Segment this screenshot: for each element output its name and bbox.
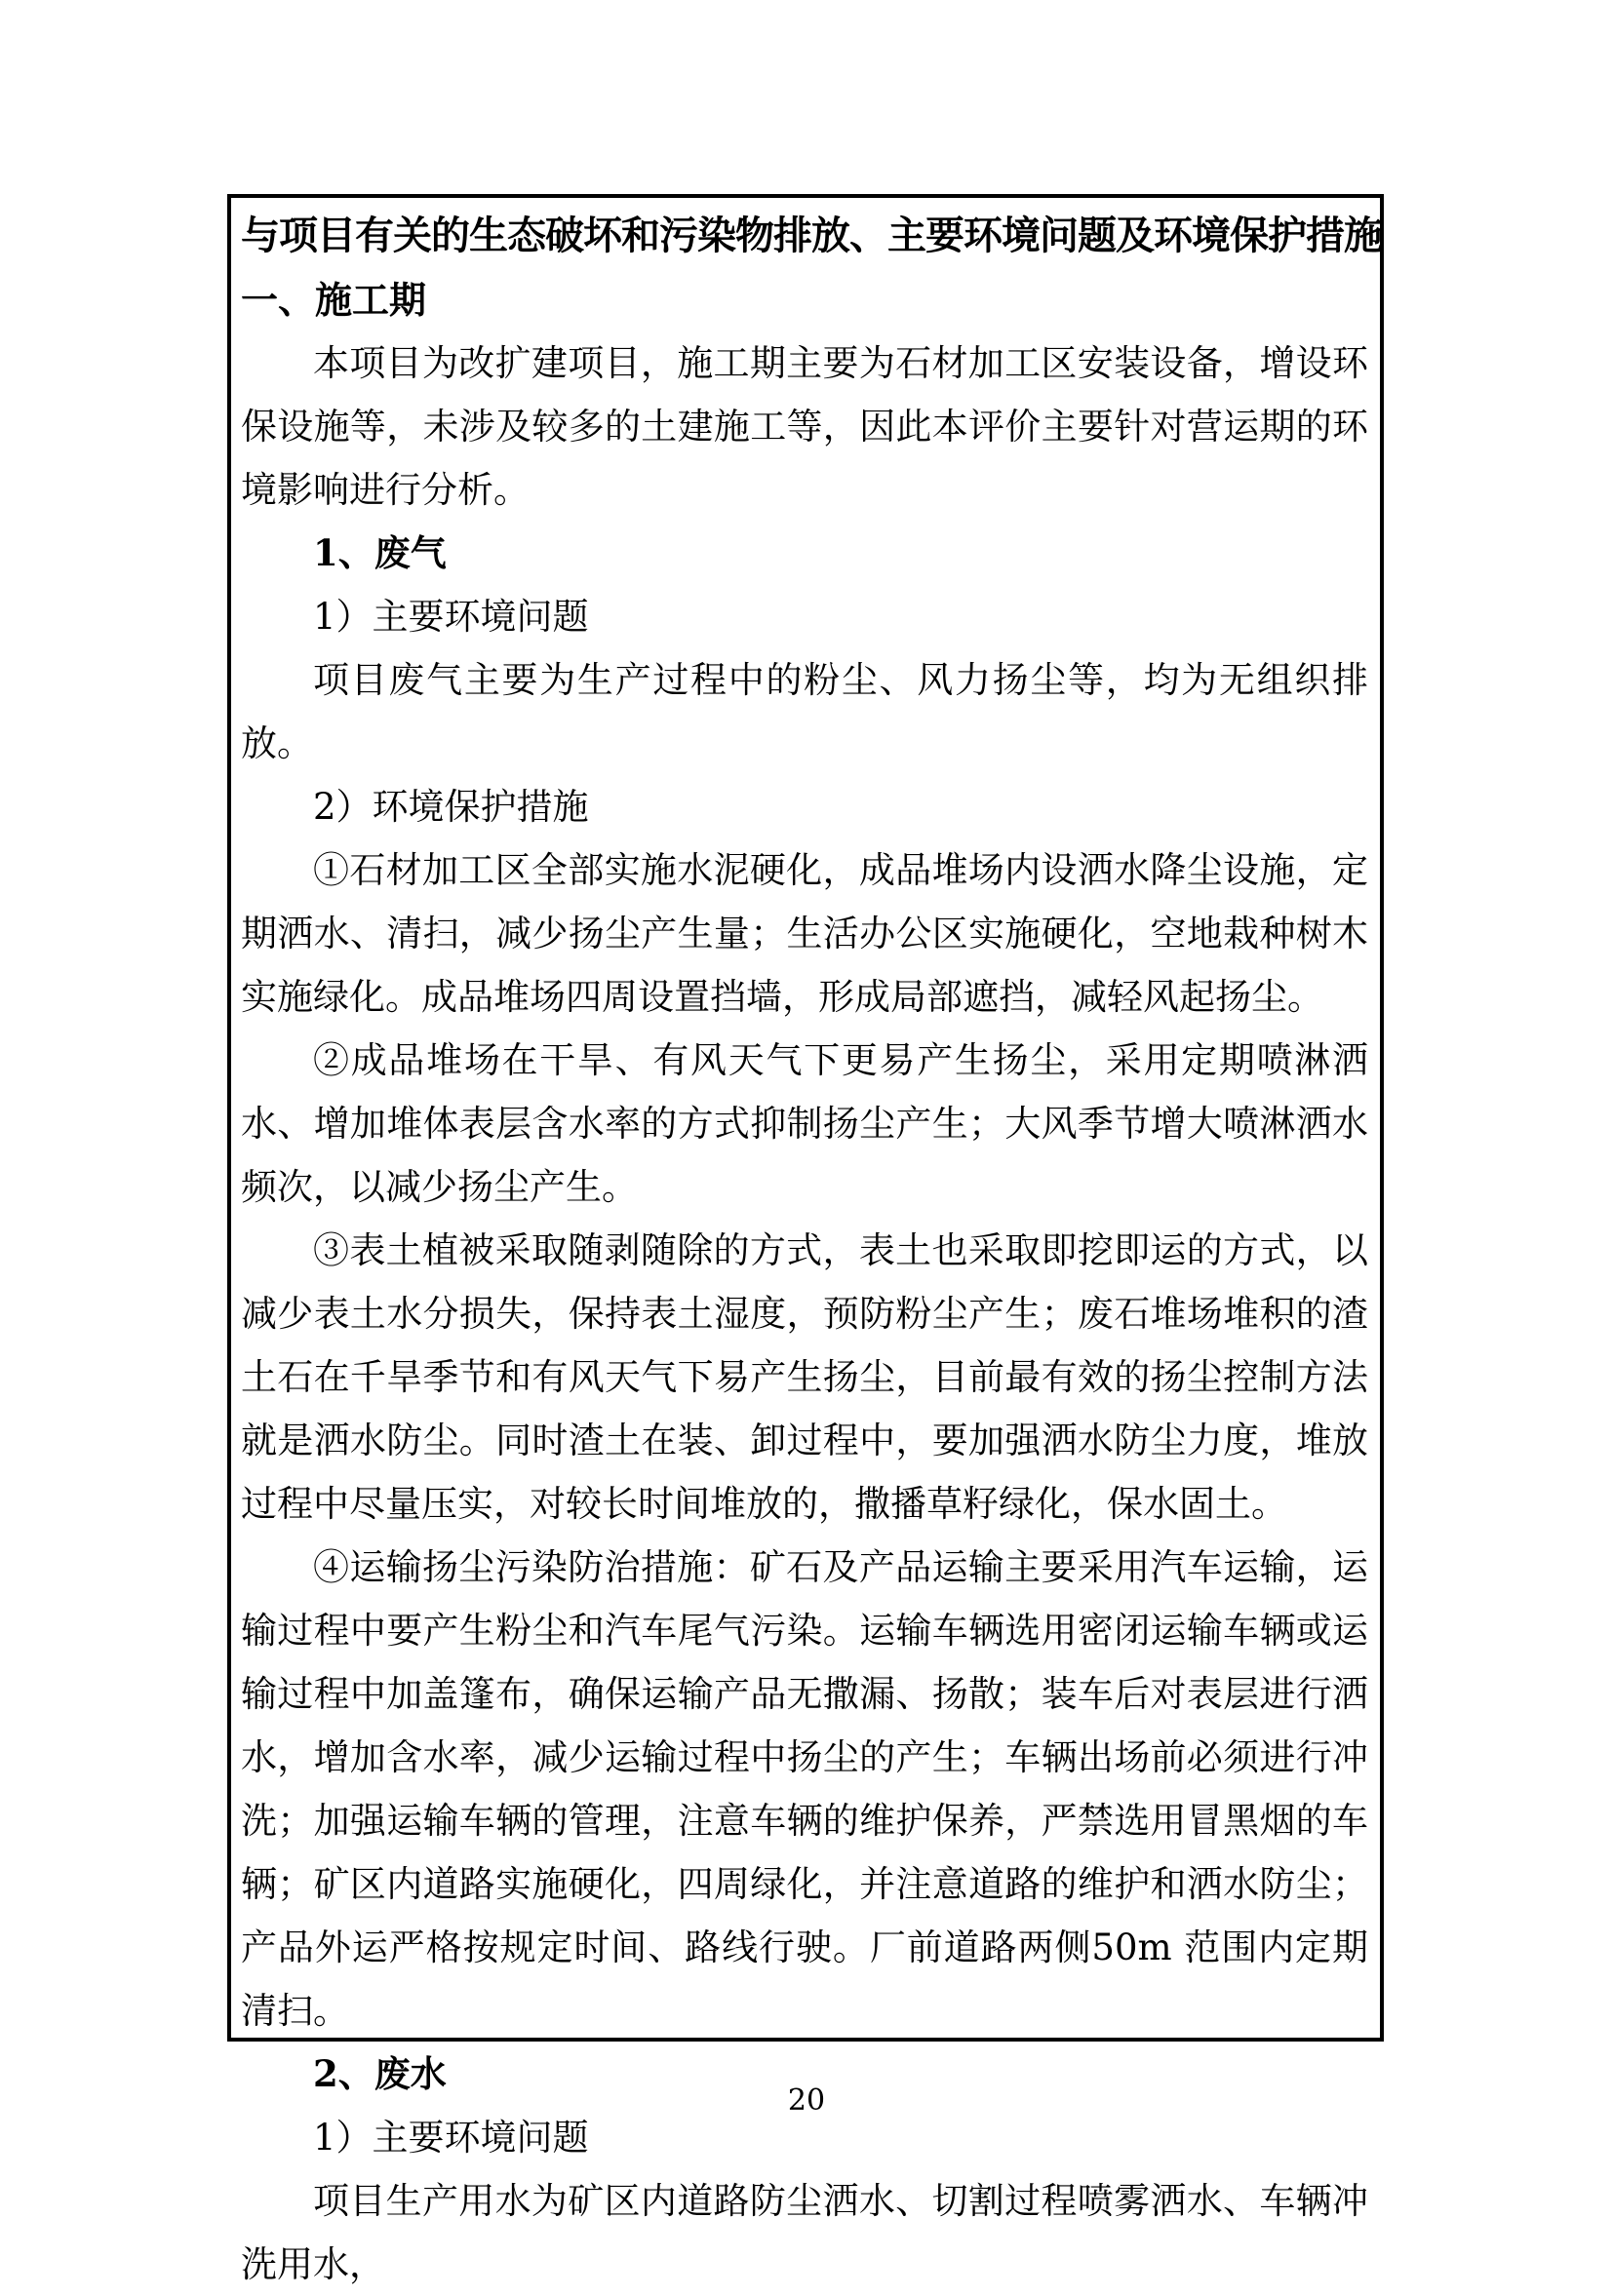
para-waste-water-issue: 项目生产用水为矿区内道路防尘洒水、切割过程喷雾洒水、车辆冲洗用水， xyxy=(241,2180,1368,2285)
heading-waste-water: 2、废水 xyxy=(313,2052,447,2095)
para-measure-4: ④运输扬尘污染防治措施：矿石及产品运输主要采用汽车运输，运输过程中要产生粉尘和汽车尾气污染。运输车辆选用密闭运输车辆或运输过程中加盖篷布，确保运输产品无撒漏、扬散；装车后对表层进行洒水，增加含水率，减少运输过程中扬尘的产生；车辆出场前必须进行冲洗；加强运输车辆的管理，注意车辆的维护保养，严禁选用冒黑烟的车辆；矿区内道路实施硬化，四周绿化，并注意道路的维护和洒水防尘；产品外运严格按规定时间、路线行驶。厂前道路两侧50m 范围内定期清扫。 xyxy=(241,1546,1368,2032)
heading-construction-period: 一、施工期 xyxy=(241,278,427,322)
para-waste-gas-issue: 项目废气主要为生产过程中的粉尘、风力扬尘等，均为无组织排放。 xyxy=(241,659,1368,764)
label-waste-gas-main-issues: 1）主要环境问题 xyxy=(313,596,589,638)
label-waste-water-main-issues: 1）主要环境问题 xyxy=(313,2117,589,2159)
para-construction-intro: 本项目为改扩建项目，施工期主要为石材加工区安装设备，增设环保设施等，未涉及较多的土建施工等，因此本评价主要针对营运期的环境影响进行分析。 xyxy=(241,342,1368,511)
para-measure-3: ③表土植被采取随剥随除的方式，表土也采取即挖即运的方式，以减少表土水分损失，保持表土湿度，预防粉尘产生；废石堆场堆积的渣土石在千旱季节和有风天气下易产生扬尘，目前最有效的扬尘控制方法就是洒水防尘。同时渣土在装、卸过程中，要加强洒水防尘力度，堆放过程中尽量压实，对较长时间堆放的，撒播草籽绿化，保水固土。 xyxy=(241,1229,1368,1525)
label-waste-gas-protection-measures: 2）环境保护措施 xyxy=(313,786,589,828)
para-measure-1: ①石材加工区全部实施水泥硬化，成品堆场内设洒水降尘设施，定期洒水、清扫，减少扬尘产生量；生活办公区实施硬化，空地栽种树木实施绿化。成品堆场四周设置挡墙，形成局部遮挡，减轻风起扬尘。 xyxy=(241,849,1368,1018)
heading-waste-gas: 1、废气 xyxy=(313,531,447,574)
section-title: 与项目有关的生态破坏和污染物排放、主要环境问题及环境保护措施 xyxy=(241,213,1382,258)
page-number: 20 xyxy=(787,2083,826,2118)
para-measure-2: ②成品堆场在干旱、有风天气下更易产生扬尘，采用定期喷淋洒水、增加堆体表层含水率的方式抑制扬尘产生；大风季节增大喷淋洒水频次，以减少扬尘产生。 xyxy=(241,1039,1368,1208)
